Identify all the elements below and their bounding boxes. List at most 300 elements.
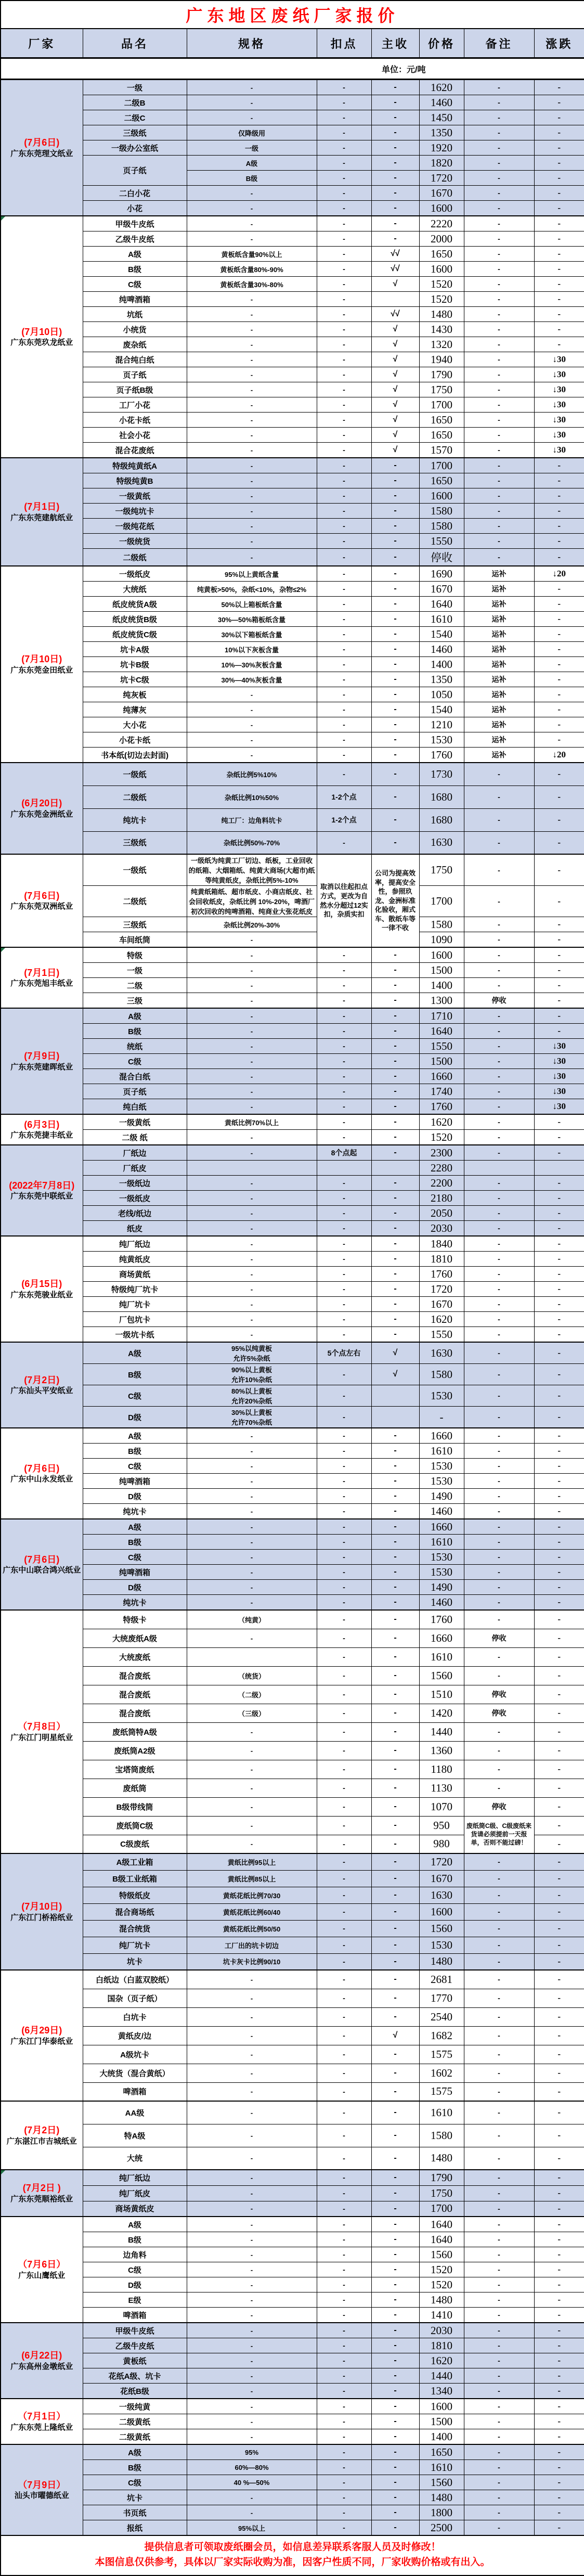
cell-change: -	[534, 582, 584, 597]
cell-change: ↓20	[534, 566, 584, 582]
cell-spec: -	[187, 1428, 317, 1444]
cell-name: 三级纸	[83, 831, 187, 854]
cell-note: -	[464, 1459, 534, 1474]
cell-name: 坑卡	[83, 1953, 187, 1970]
cell-deduct: -	[317, 1953, 371, 1970]
cell-main: -	[371, 2217, 419, 2232]
factory-cell	[1, 1114, 83, 1145]
cell-change: -	[534, 2185, 584, 2201]
factory-name: 广东东莞金田纸业	[10, 665, 73, 675]
factory-cell	[1, 80, 83, 216]
cell-change: -	[534, 1937, 584, 1953]
cell-name: 页子纸B级	[83, 382, 187, 397]
cell-main: -	[371, 2232, 419, 2247]
price-row	[1, 80, 584, 95]
cell-main: √√	[371, 262, 419, 277]
cell-main: -	[371, 627, 419, 642]
cell-spec: -	[187, 1629, 317, 1647]
cell-spec: -	[187, 488, 317, 504]
cell-name: 混合花废纸	[83, 443, 187, 458]
cell-price: 1460	[419, 1504, 464, 1519]
cell-spec: 60%—80%	[187, 2460, 317, 2475]
price-row	[1, 2185, 584, 2201]
cell-main: -	[371, 2124, 419, 2147]
cell-price: 1750	[419, 854, 464, 886]
price-row	[1, 1704, 584, 1722]
factory-name: 广东东莞金洲纸业	[10, 809, 73, 819]
cell-price: 1560	[419, 2475, 464, 2490]
cell-note: -	[464, 1853, 534, 1870]
cell-note: -	[464, 1610, 534, 1629]
cell-deduct: -	[317, 566, 371, 582]
cell-name: 一级统货	[83, 534, 187, 549]
cell-change: -	[534, 785, 584, 808]
cell-note: -	[464, 1887, 534, 1903]
cell-spec: 95%以上黄纸含量	[187, 566, 317, 582]
cell-deduct: -	[317, 171, 371, 186]
cell-name: 混合废纸	[83, 1685, 187, 1704]
price-row	[1, 627, 584, 642]
cell-change: -	[534, 171, 584, 186]
cell-main: √	[371, 352, 419, 367]
cell-change: -	[534, 201, 584, 216]
cell-deduct: -	[317, 1267, 371, 1282]
cell-change: -	[534, 1853, 584, 1870]
cell-deduct: -	[317, 2124, 371, 2147]
factory-name: 广东山鹰纸业	[18, 2271, 66, 2280]
cell-deduct: -	[317, 1282, 371, 1297]
cell-main: -	[371, 2460, 419, 2475]
cell-spec: -	[187, 2414, 317, 2429]
price-row	[1, 352, 584, 367]
cell-deduct: -	[317, 247, 371, 262]
cell-deduct: -	[317, 307, 371, 322]
cell-name: 特级卡	[83, 1610, 187, 1629]
cell-note: 运补	[464, 582, 534, 597]
cell-main: -	[371, 1937, 419, 1953]
price-row	[1, 1741, 584, 1760]
cell-price: 1690	[419, 566, 464, 582]
cell-price: 1650	[419, 413, 464, 428]
cell-note: -	[464, 2475, 534, 2490]
factory-date: (6月15日)	[21, 1279, 62, 1289]
price-row	[1, 2338, 584, 2353]
cell-main: -	[371, 80, 419, 95]
cell-change: ↓30	[534, 428, 584, 443]
cell-price: 1050	[419, 687, 464, 702]
price-row	[1, 1130, 584, 1145]
cell-main: -	[371, 1565, 419, 1580]
cell-note: -	[464, 322, 534, 337]
cell-price: 1320	[419, 337, 464, 352]
price-row	[1, 1024, 584, 1039]
cell-note: -	[464, 125, 534, 140]
cell-name: 社会小花	[83, 428, 187, 443]
cell-note: 停收	[464, 1797, 534, 1816]
price-row	[1, 1221, 584, 1237]
cell-name: A级	[83, 2444, 187, 2460]
price-row	[1, 337, 584, 352]
price-row	[1, 1970, 584, 1989]
cell-deduct: -	[317, 1459, 371, 1474]
cell-deduct: -	[317, 1327, 371, 1343]
cell-main: -	[371, 1903, 419, 1920]
cell-note: -	[464, 1024, 534, 1039]
cell-change: -	[534, 1206, 584, 1221]
cell-note: -	[464, 1407, 534, 1428]
cell-price: 1440	[419, 1722, 464, 1741]
cell-change: -	[534, 978, 584, 993]
factory-cell	[1, 216, 83, 458]
cell-change: -	[534, 2007, 584, 2026]
cell-price: 1510	[419, 1685, 464, 1704]
cell-name: 白坑卡	[83, 2007, 187, 2026]
cell-price: 1400	[419, 657, 464, 672]
cell-note: -	[464, 1550, 534, 1565]
price-row	[1, 642, 584, 657]
cell-note: -	[464, 1779, 534, 1797]
cell-note: -	[464, 1176, 534, 1191]
cell-name: 纯厂坑卡	[83, 1297, 187, 1312]
cell-price: 1610	[419, 1444, 464, 1459]
cell-change: -	[534, 1835, 584, 1853]
cell-note: -	[464, 186, 534, 201]
cell-name: 大统废纸	[83, 1647, 187, 1666]
cell-deduct: -	[317, 1550, 371, 1565]
cell-price: 1460	[419, 642, 464, 657]
cell-name: 纯灰板	[83, 687, 187, 702]
cell-main: √	[371, 277, 419, 292]
cell-spec: -	[187, 1444, 317, 1459]
factory-cell	[1, 1008, 83, 1114]
price-row	[1, 2026, 584, 2045]
price-row	[1, 125, 584, 140]
cell-price: 1760	[419, 1099, 464, 1115]
cell-main: -	[371, 1267, 419, 1282]
cell-change: ↓30	[534, 413, 584, 428]
cell-price: 1790	[419, 367, 464, 382]
cell-price: 1750	[419, 382, 464, 397]
cell-spec: -	[187, 1282, 317, 1297]
cell-main: -	[371, 2338, 419, 2353]
cell-spec: 仅降级用	[187, 125, 317, 140]
price-row	[1, 2101, 584, 2124]
cell-spec: -	[187, 1312, 317, 1327]
price-row	[1, 2308, 584, 2323]
cell-spec: -	[187, 2026, 317, 2045]
cell-note: -	[464, 1221, 534, 1237]
price-row	[1, 2147, 584, 2170]
cell-main: -	[371, 582, 419, 597]
cell-change: -	[534, 549, 584, 566]
cell-name: C级	[83, 1550, 187, 1565]
cell-price: 1620	[419, 1312, 464, 1327]
cell-name: 纯厂纸皮	[83, 2185, 187, 2201]
cell-deduct: -	[317, 1937, 371, 1953]
cell-note: -	[464, 337, 534, 352]
cell-spec: -	[187, 2338, 317, 2353]
cell-main: -	[371, 732, 419, 748]
cell-note: -	[464, 1565, 534, 1580]
cell-deduct: -	[317, 2353, 371, 2368]
cell-spec: 杂纸比例10%50%	[187, 785, 317, 808]
price-row	[1, 1039, 584, 1054]
cell-note: -	[464, 2007, 534, 2026]
cell-note: -	[464, 2064, 534, 2082]
cell-deduct: -	[317, 473, 371, 488]
cell-deduct: -	[317, 352, 371, 367]
cell-price: 1130	[419, 1779, 464, 1797]
cell-change: -	[534, 337, 584, 352]
cell-name: 花纸B级	[83, 2384, 187, 2399]
cell-name: 三级纸	[83, 125, 187, 140]
price-row	[1, 993, 584, 1009]
cell-main	[371, 1161, 419, 1176]
cell-change: -	[534, 2353, 584, 2368]
cell-deduct: -	[317, 1236, 371, 1252]
cell-note: -	[464, 1252, 534, 1267]
cell-note: -	[464, 1970, 534, 1989]
cell-spec: 纯黄板>50%，杂纸<10%，杂物≤2%	[187, 582, 317, 597]
cell-note: -	[464, 1114, 534, 1130]
cell-main: -	[371, 2064, 419, 2082]
cell-main: -	[371, 717, 419, 732]
cell-name: 页子纸	[83, 156, 187, 186]
cell-change: -	[534, 2170, 584, 2185]
cell-change: -	[534, 886, 584, 917]
cell-deduct: -	[317, 504, 371, 519]
cell-change: -	[534, 247, 584, 262]
cell-main: -	[371, 216, 419, 231]
cell-deduct: -	[317, 2147, 371, 2170]
cell-name: 大统纸	[83, 582, 187, 597]
cell-note: -	[464, 1191, 534, 1206]
cell-spec: -	[187, 1130, 317, 1145]
cell-spec: 80%以上黄板 允许20%杂纸	[187, 1385, 317, 1407]
price-row	[1, 657, 584, 672]
cell-change: -	[534, 1327, 584, 1343]
cell-name: 特级纯厂坑卡	[83, 1282, 187, 1297]
cell-name: 商场黄纸	[83, 1267, 187, 1282]
cell-deduct: -	[317, 763, 371, 785]
factory-date: (6月22日)	[21, 2350, 62, 2361]
cell-deduct: -	[317, 1970, 371, 1989]
cell-note: -	[464, 1145, 534, 1161]
cell-deduct: -	[317, 1176, 371, 1191]
cell-price: 2300	[419, 1145, 464, 1161]
cell-deduct: -	[317, 110, 371, 125]
cell-note: -	[464, 1647, 534, 1666]
price-row	[1, 2520, 584, 2536]
cell-change: -	[534, 1704, 584, 1722]
cell-price: 1530	[419, 1385, 464, 1407]
price-row	[1, 1114, 584, 1130]
cell-change: -	[534, 2414, 584, 2429]
cell-price: 1520	[419, 292, 464, 307]
cell-name: 一级纯黄	[83, 2399, 187, 2414]
cell-note: -	[464, 156, 534, 171]
cell-name: 二级纸	[83, 785, 187, 808]
cell-main: √	[371, 337, 419, 352]
cell-note: -	[464, 1130, 534, 1145]
price-row	[1, 2384, 584, 2399]
cell-spec: （三级）	[187, 1704, 317, 1722]
cell-main: -	[371, 2475, 419, 2490]
cell-name: 厂纸边	[83, 1145, 187, 1161]
cell-name: D级	[83, 1580, 187, 1595]
cell-note: -	[464, 352, 534, 367]
cell-note	[464, 1161, 534, 1176]
cell-change: -	[534, 672, 584, 687]
cell-price: 1400	[419, 978, 464, 993]
cell-deduct: -	[317, 2414, 371, 2429]
cell-deduct: -	[317, 1647, 371, 1666]
cell-change: -	[534, 231, 584, 247]
cell-note: 停收	[464, 1629, 534, 1647]
cell-note: 停收	[464, 993, 534, 1009]
cell-spec: -	[187, 428, 317, 443]
price-row	[1, 1666, 584, 1685]
cell-main: -	[371, 1312, 419, 1327]
price-row	[1, 672, 584, 687]
cell-price: 1500	[419, 2414, 464, 2429]
price-row	[1, 1489, 584, 1504]
cell-deduct: -	[317, 1760, 371, 1779]
price-row	[1, 1629, 584, 1647]
cell-spec: -	[187, 2045, 317, 2064]
unit-note: 单位：元/吨	[1, 58, 584, 80]
cell-deduct: -	[317, 1835, 371, 1853]
factory-name: 汕头市曜德纸业	[14, 2491, 69, 2500]
cell-main: -	[371, 657, 419, 672]
cell-main: -	[371, 110, 419, 125]
cell-name: D级	[83, 1489, 187, 1504]
cell-spec: -	[187, 1008, 317, 1024]
cell-main: -	[371, 1282, 419, 1297]
price-row	[1, 886, 584, 917]
price-row	[1, 917, 584, 932]
cell-note: -	[464, 1580, 534, 1595]
cell-spec: 一级纸为纯黄工厂切边、纸板，工业回收的纸箱、大烟箱纸、纯黄大商场(大超市)纸等纯黄纸皮，杂纸比例5%-10%	[187, 854, 317, 886]
cell-note: -	[464, 1342, 534, 1364]
cell-spec: -	[187, 504, 317, 519]
cell-note: -	[464, 2490, 534, 2505]
price-row	[1, 2323, 584, 2338]
cell-note: -	[464, 917, 534, 932]
cell-price: 1550	[419, 534, 464, 549]
title-row	[1, 1, 584, 29]
cell-main: -	[371, 2147, 419, 2170]
cell-price: 1520	[419, 2262, 464, 2277]
cell-price: 1540	[419, 702, 464, 717]
cell-main: √	[371, 1364, 419, 1385]
cell-change: -	[534, 917, 584, 932]
cell-price: 1500	[419, 963, 464, 978]
factory-date: （7月8日）	[18, 1721, 66, 1732]
cell-spec: -	[187, 367, 317, 382]
cell-name: D级	[83, 1407, 187, 1428]
cell-price: -	[419, 1407, 464, 1428]
cell-spec: -	[187, 1722, 317, 1741]
cell-price: 1650	[419, 428, 464, 443]
cell-name: 混合纯白纸	[83, 352, 187, 367]
cell-main: -	[371, 2505, 419, 2520]
cell-price: 2030	[419, 1221, 464, 1237]
cell-main: 公司为提高效率，提高安全性，参照玖龙、金洲标准化验收，厢式车、散纸车等一律不收	[371, 854, 419, 947]
cell-name: 二级黄纸	[83, 2429, 187, 2445]
cell-main: -	[371, 1760, 419, 1779]
cell-price: 2030	[419, 2323, 464, 2338]
price-row	[1, 1760, 584, 1779]
cell-spec: -	[187, 1550, 317, 1565]
price-row	[1, 1647, 584, 1666]
cell-main: -	[371, 1704, 419, 1722]
factory-date: (7月6日)	[24, 1554, 60, 1565]
cell-note: -	[464, 2201, 534, 2217]
cell-price: 1660	[419, 1519, 464, 1535]
cell-change: -	[534, 1535, 584, 1550]
cell-spec: -	[187, 201, 317, 216]
cell-main: -	[371, 947, 419, 963]
price-row	[1, 2277, 584, 2292]
cell-name: 坑卡B级	[83, 657, 187, 672]
price-row	[1, 1054, 584, 1069]
cell-note: -	[464, 1595, 534, 1611]
cell-note: -	[464, 1008, 534, 1024]
cell-main: -	[371, 1797, 419, 1816]
cell-main: -	[371, 2185, 419, 2201]
cell-name: 纸皮统货C级	[83, 627, 187, 642]
cell-name: 小花卡纸	[83, 413, 187, 428]
cell-name: 二级纸	[83, 549, 187, 566]
cell-spec: -	[187, 2201, 317, 2217]
cell-spec: -	[187, 1236, 317, 1252]
price-row	[1, 1428, 584, 1444]
cell-note: -	[464, 854, 534, 886]
cell-deduct: -	[317, 2201, 371, 2217]
cell-price: 1700	[419, 458, 464, 473]
cell-main: -	[371, 785, 419, 808]
cell-name: 纸皮统货A级	[83, 597, 187, 612]
cell-note: -	[464, 292, 534, 307]
cell-price: 1520	[419, 1130, 464, 1145]
cell-change: -	[534, 2101, 584, 2124]
cell-spec: 一级	[187, 140, 317, 156]
cell-deduct: -	[317, 2217, 371, 2232]
cell-price: 1610	[419, 2460, 464, 2475]
cell-change: -	[534, 2444, 584, 2460]
cell-price: 2540	[419, 2007, 464, 2026]
cell-note: 运补	[464, 717, 534, 732]
cell-spec: -	[187, 1970, 317, 1989]
cell-change: ↓20	[534, 748, 584, 763]
factory-name: 广东东莞双洲纸业	[10, 902, 73, 911]
cell-main: -	[371, 2262, 419, 2277]
cell-price: 1670	[419, 582, 464, 597]
cell-spec: -	[187, 1816, 317, 1835]
price-row	[1, 2262, 584, 2277]
price-row	[1, 963, 584, 978]
cell-main: -	[371, 1887, 419, 1903]
cell-main: -	[371, 504, 419, 519]
cell-deduct: -	[317, 687, 371, 702]
cell-change: -	[534, 95, 584, 110]
cell-spec: -	[187, 2308, 317, 2323]
cell-change: -	[534, 140, 584, 156]
cell-note: -	[464, 2460, 534, 2475]
price-table-body	[1, 80, 584, 2536]
cell-change: -	[534, 1282, 584, 1297]
